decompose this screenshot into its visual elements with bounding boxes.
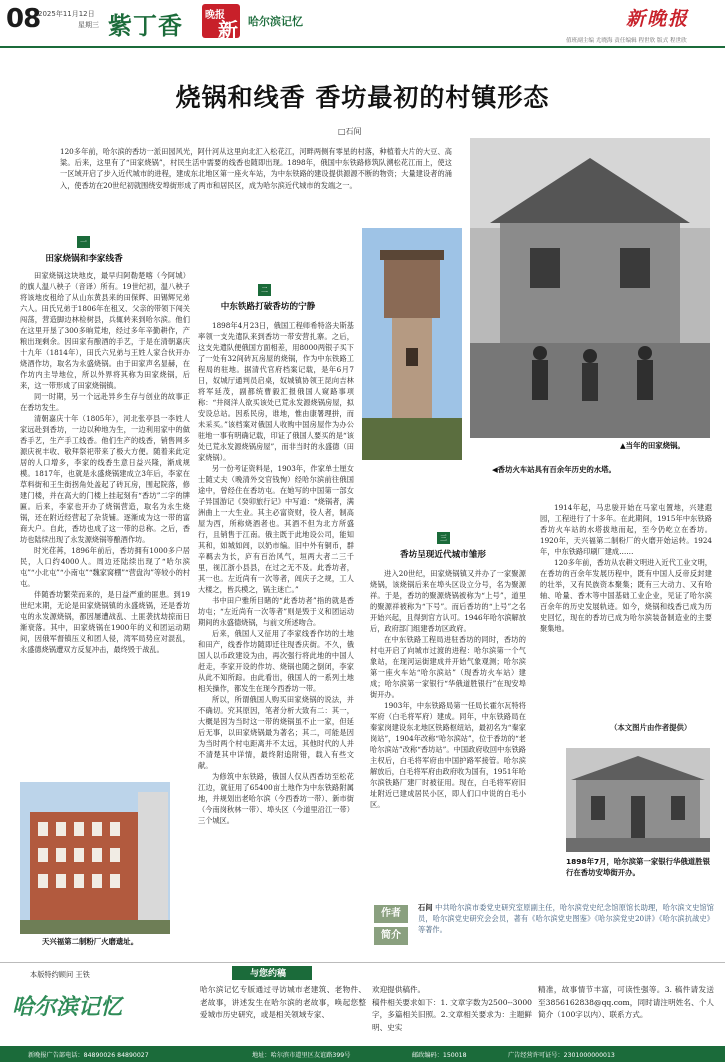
section-3-para: 在中东铁路工程局进驻香坊的同时，香坊的村屯开启了向城市过渡的进程：哈尔滨第一个气象站，在现河运街建成并开始气象观测；哈尔滨第一座火车站“哈尔滨站”（现香坊火车站）建成；哈尔滨第一家银行“华俄道胜银行”在现安埠街开办。 xyxy=(370,635,526,699)
section-3-body-a xyxy=(370,568,526,898)
photo-bank xyxy=(566,748,710,852)
section-2-title: 中东铁路打破香坊的宁静 xyxy=(220,302,316,312)
caption-tian-family: ▲当年的田家烧锅。 xyxy=(620,441,685,450)
weekday: 星期三 xyxy=(78,21,99,29)
column-name: 紫丁香 xyxy=(108,12,183,40)
caption-factory: 天兴福第二制粉厂火磨遗址。 xyxy=(42,937,139,946)
photo-factory xyxy=(20,782,170,934)
footer-license: 广告经营许可证号：2301000000013 xyxy=(508,1052,615,1059)
footer-bar xyxy=(0,1046,725,1062)
notice-title: 与您约稿 xyxy=(250,969,287,979)
photo-tian-family-distillery xyxy=(470,138,710,438)
section-2-para: 1898年4月23日，俄国工程师希特洛夫斯基率领一支先遣队来到香坊一带安营扎寨。之后，这支先遣队便俄国方面相差，用8000两银子买下了一处有32间砖瓦房屋的烧锅，作为中东铁路工程局的驻地。据清代官府档案记载，是年6月7日，奴城厅通判员启桌，奴城镇协领王昆向吉林将军延茂，副都统曹毅汇报俄国人窥路事项称：“井阅洋人欲买该处已荒永发源烧锅房屋，拟安设总站。因系民房，谁地，惟由康署理拼，而未采买。”该档案对俄国人收购中国房屋作为办公驻地一事有明确记载，印证了俄国人要买的是“该处已荒永发源烧锅房屋”，而非当时的永盛德（田家烧锅）。 xyxy=(198,321,354,462)
notice-col-1: 哈尔滨记忆专版通过寻访城市老建筑、老物件、老故事，讲述发生在哈尔滨的老故事，唤起您整爱城市历史研究，或是相关领域专家、 xyxy=(200,985,366,1019)
headline: 烧锅和线香 香坊最初的村镇形态 xyxy=(175,83,550,112)
photo-bank-image xyxy=(566,748,710,852)
photo-factory-image xyxy=(20,782,170,934)
photo-tian-family-image xyxy=(470,138,710,438)
author-intro-box xyxy=(374,905,414,949)
notice-title-block xyxy=(232,966,312,980)
page-number: 08 xyxy=(6,4,41,34)
section-3-body-b xyxy=(540,502,712,722)
masthead-rule xyxy=(0,46,725,48)
byline: □石间 xyxy=(338,127,362,136)
caption-bank: 1898年7月，哈尔滨第一家银行华俄道胜银行在香坊安埠街开办。 xyxy=(566,857,710,877)
section-1-para: 同一时期，另一个远赴异乡生存与创业的故事正在香坊发生。 xyxy=(20,392,190,412)
notice-col-3: 精准，故事情节丰富，可读性强等。3. 稿件请发送至3856162838@qq.com，同时请注明姓名、个人简介（100字以内）、联系方式。 xyxy=(538,985,714,1019)
seal-char-2: 新 xyxy=(218,18,238,42)
author-name: 石间 xyxy=(418,903,433,912)
section-3-para: 1914年起，马忠骏开始在马家屯置地，兴建遐园，工程进行了十多年。在此期间，1915年中东铁路香坊火车站的水塔拔地而起，至今仍屹立在香坊。1920年，天兴福第二制粉厂的火磨开始运转。1924年，中东铁路印刷厂建成…… xyxy=(540,503,712,556)
section-1-para: 田家烧锅这块地皮，最早归阿勒楚喀（今阿城）的旗人温八秧子（音译）所有。19世纪初，温八秧子将该地皮租给了从山东黄县来的田保辉、田锡辉兄弟六人。田氏兄弟于1806年在租又、父亲的带领下闯关闯荡，营造脚边林检树县，兵辄转来到哈尔滨。他们在这里开垦了300多晌荒地，经过多年辛勤耕作，产粮出现剩余。因田家有酿酒的手艺，于是在清朝嘉庆十九年（1814年），田氏六兄弟与王姓人家合伙开办烧酒作坊，取名为永盛烧锅。由于田家声名显赫，在作坊内主导地位，所以外界将其称为田家烧锅，后来，这一带形成了田家烧锅镇。 xyxy=(20,271,190,390)
newspaper-logo: 新晚报 xyxy=(626,8,690,30)
photo-water-tower xyxy=(362,228,462,460)
section-3-para: 进入20世纪，田家烧锅镇又并办了一家聚源烧锅，该烧锅后来在埠头区设立分号，名为聚源祥。于是，香坊的聚源烧锅被称为“上号”，道里的聚源祥被称为“下号”。而后香坊的“上号”之名开始兴起，且得到官方认可。1946年哈尔滨解放后，政府部门组建香坊区政府。 xyxy=(370,569,526,633)
masthead xyxy=(0,0,725,46)
seal-char-1: 晚报 xyxy=(205,10,225,21)
section-2-para: 为修筑中东铁路，俄国人仅从西香坊至松花江边，就征用了65400亩土地作为中东铁路附属地，并规划出老哈尔滨（今西香坊一带）、新市街（今南岗秋林一带）、埠头区（今道里沿江一带）三个城区。 xyxy=(198,772,354,825)
section-2-para: 所以，所谓俄国人购买田家烧锅的说法，并不确切。究其原因，笔者分析大致有二：其一，大概是因为当时这一带的烧锅虽不止一家，但延后无事，以田家烧锅最为著名；其二，可能是因为当时两个村屯距离并不太远，其他时代的人并不清楚其中详情，最终附追附错，载入有些文献。 xyxy=(198,695,354,770)
notice-col-2: 欢迎提供稿件。 稿件相关要求如下：1. 文章字数为2500--3000字，多篇相关旧照。2.文章相关要求为：主题鲜明、史实 xyxy=(372,985,532,1032)
author-bio xyxy=(418,902,714,935)
column-logo: 哈尔滨记忆 xyxy=(12,995,123,1020)
section-2-para: 另一份考证资料是，1903年，作家单士厘女士随丈夫（晚清外交官钱恂）经哈尔滨前往俄国途中，曾经住在香坊屯。在她写的中国第一部女子异国游记《癸卯旅行记》中写道：“烧锅者，满洲曲上一大生业。其主必富资财，役人者，制高屋为西，所称烧酒者也。其酒不但为北方所盛行，且销售于江南。俄主既于此地设公司，能知其和，如城如闾，以奶市编。旧中外有铜币，群辛羁去为长，庐有百治风气，垣两大者二三千里，视江浙小县县，在过之无不及。此香坊者，其一也。左近尚有一次等者，闾庆子之规，工人大楼之，皆兵模之，锅主迷亡。” xyxy=(198,464,354,594)
section-2-para: 后来，俄国人又征用了李家线香作坊的土地和田产，线香作坊随即迁往现香庆街。不久，俄国人以币政建设为由，再次强行将此地的中国人赶走，李家开设的作坊、烧锅也随之倒闭，李家从此不知所踪。由此看出，俄国人的一系列土地相关操作，都发生在现今西香坊一带。 xyxy=(198,629,354,693)
section-3-title: 香坊呈现近代城市雏形 xyxy=(400,550,486,560)
section-1-para: 清朝嘉庆十年（1805年），河北张亭县一李姓人家远赴到香坊，一边以种地为生，一边利用家中的做香手艺，生产手工线香。他们生产的线香，销售网多源庆祝丰收、敬拜祭祀带来了极大方便。随着来此定居的人口增多，李家的线香生意日益兴隆，渐成规模。1817年，也就是永盛烧锅建成立3年后，李家在草料街和王生街拐角处盖起了砖瓦房，围起院落，修建门楼，并在高大的门楼上挂起刻有“香坊”二字的牌匾。后来，李家也开办了烧锅营造，取名为永生烧锅，还在附近经营起了杂货铺。逐渐成为这一带的富商大户。自此，香坊也成了这一带的总称。之后，香坊也陆续出现了永发源烧锅等酿酒作坊。 xyxy=(20,414,190,544)
column-seal-logo xyxy=(202,4,240,42)
editor-credits: 值班副主编 尤晓海 责任编辑 程世欣 版式 程世欣 xyxy=(566,38,687,44)
footer-address: 地址：哈尔滨市道里区友谊路399号 xyxy=(252,1052,351,1059)
photo-water-tower-image xyxy=(362,228,462,460)
caption-water-tower: ◀香坊火车站具有百余年历史的水塔。 xyxy=(492,465,616,474)
section-2-para: 书中田户雅所目睹的“此香坊者”指的就是香坊屯；“左近尚有一次等者”则是毁于义和团运动期间的永盛德烧锅，与前文所述吻合。 xyxy=(198,596,354,627)
section-2-body xyxy=(198,320,354,950)
divider xyxy=(0,962,725,963)
section-1-para: 时光荏苒，1896年前后，香坊拥有1000多户居民，人口约4000人。周边还陆续出现了“哈尔滨屯”“小北屯”“小南屯”“魏家窝棚”“营盘沟”等较小的村屯。 xyxy=(20,546,190,588)
footer-postcode: 邮政编码：150018 xyxy=(412,1052,467,1059)
section-title: 哈尔滨记忆 xyxy=(248,15,303,28)
section-1-number: 一 xyxy=(77,236,90,248)
section-1-title: 田家烧锅和李家线香 xyxy=(45,254,123,264)
section-3-number: 三 xyxy=(437,532,450,544)
lede-paragraph: 120多年前，哈尔滨的香坊一派田园风光，阿什河从这里向北汇入松花江，河畔两侧有零星的村落，种植着大片的大豆、高粱。后来，这里有了“田家烧锅”，村民生活中需要的线香也随即出现。1898年，俄国中东铁路修筑队溯松花江而上，使这一区域开启了步入近代城市的进程，建成东北地区第一座火车站，为中东铁路的建设提供源源不断的物资；大量建设者的涌入，使香坊在20世纪初就围绕安埠街形成了两市和居民区，成为哈尔滨近代城市的发端之一。 xyxy=(60,147,452,190)
section-2-number: 二 xyxy=(258,284,271,296)
footer-ad-phone: 新晚报广告部电话：84890026 84890027 xyxy=(28,1052,149,1059)
author-box-label-top: 作者 xyxy=(374,905,408,923)
section-1-body xyxy=(20,270,190,775)
advisor-tag: 本版特约顾问 王铁 xyxy=(30,970,90,979)
author-bio-text: 中共哈尔滨市委党史研究室原副主任，哈尔滨党史纪念馆原馆长助理，哈尔滨文史馆馆员，哈尔滨党史研究会会员，著有《哈尔滨党史图鉴》《哈尔滨党史20讲》《哈尔滨抗战史》等著作。 xyxy=(418,903,714,934)
issue-date: 2025年11月12日 xyxy=(38,10,95,18)
photo-credit: （本文图片由作者提供） xyxy=(610,723,692,732)
section-3-para: 120多年前，香坊从农耕文明进入近代工业文明，在香坊的百余年发展历程中，既有中国人反帝反封建的壮举，又有民族资本聚集；既有三大动力、又有哈轴、哈量、香木等中国基础工业企业，见证了哈尔滨百余年的历史发展轨迹。如今，烧锅和线香已成为历史回忆，现在的香坊已成为哈尔滨装备制造业的主要聚集地。 xyxy=(540,558,712,633)
section-1-para: 伴随香坊繁荣而来的，是日益严重的匪患。到19世纪末期，无论是田家烧锅镇的永盛烧锅，还是香坊屯的永发源烧锅，都因屡遭战乱、土匪袭扰劫掠而日渐衰落。其中，田家烧锅在1900年的义和团运动期间，因俄军督镇压义和团人侵，湾军局势应对混乱，永盛德烧锅遭双方反复冲击，最终毁于战乱。 xyxy=(20,590,190,654)
author-box-label-bottom: 简介 xyxy=(374,927,408,945)
section-3-para: 1903年，中东铁路局第一任局长霍尔瓦特将军府（白毛将军府）建成。同年，中东铁路局在秦家岗建设东北地区铁路枢纽站，最初名为“秦家岗站”，1904年改称“哈尔滨站”，位于香坊的“老哈尔滨站”改称“香坊站”。中国政府收回中东铁路主权后，白毛将军府由中国护路军接管。哈尔滨解放后，白毛将军府由政府收为国有，1951年哈尔滨铁路厂建厂时被征用。现在，白毛将军府旧址附近已建成居民小区，即人们口中说的白毛小区。 xyxy=(370,701,526,809)
